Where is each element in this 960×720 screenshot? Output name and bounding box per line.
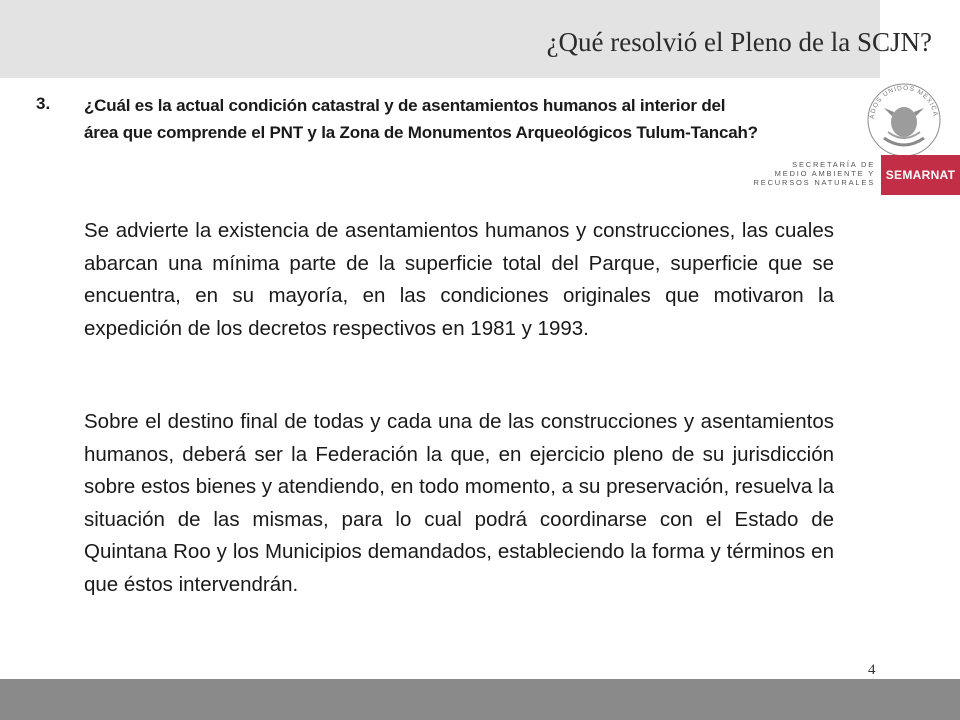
page-number: 4 — [868, 662, 876, 678]
secretaria-text — [754, 160, 875, 187]
semarnat-logo — [753, 80, 960, 200]
slide-title: ¿Qué resolvió el Pleno de la SCJN? — [546, 27, 932, 57]
footer-band — [0, 679, 960, 720]
body-paragraph: Sobre el destino final de todas y cada una de las construcciones y asentamientos humanos, deberá ser la Federación la que, en ejercicio pleno de su jurisdicción sobre estos bienes y atendiendo, en todo momento, a su preservación, resuelva la situación de las mismas, para lo cual podrá coordinarse con el Estado de Quintana Roo y los Municipios demandados, estableciendo la forma y términos en que éstos intervendrán. — [84, 410, 834, 596]
secretaria-line: RECURSOS NATURALES — [753, 178, 875, 187]
secretaria-line: MEDIO AMBIENTE Y — [774, 169, 875, 178]
question-number: 3. — [36, 94, 51, 113]
body-paragraph: Se advierte la existencia de asentamientos humanos y construcciones, las cuales abarcan una mínima parte de la superficie total del Parque, superficie que se encuentra, en su mayoría, en las condiciones originales que motivaron la expedición de los decretos respectivos en 1981 y 1993. — [84, 219, 834, 340]
mexico-coat-of-arms-icon — [866, 82, 942, 158]
semarnat-badge: SEMARNAT — [881, 155, 960, 195]
question-text: ¿Cuál es la actual condición catastral y de asentamientos humanos al interior del área que comprende el PNT y la Zona de Monumentos Arqueológicos Tulum-Tancah? — [84, 96, 758, 142]
secretaria-line: SECRETARÍA DE — [792, 160, 875, 169]
emblem-ring-text: ADOS UNIDOS MEXICA — [868, 84, 939, 120]
